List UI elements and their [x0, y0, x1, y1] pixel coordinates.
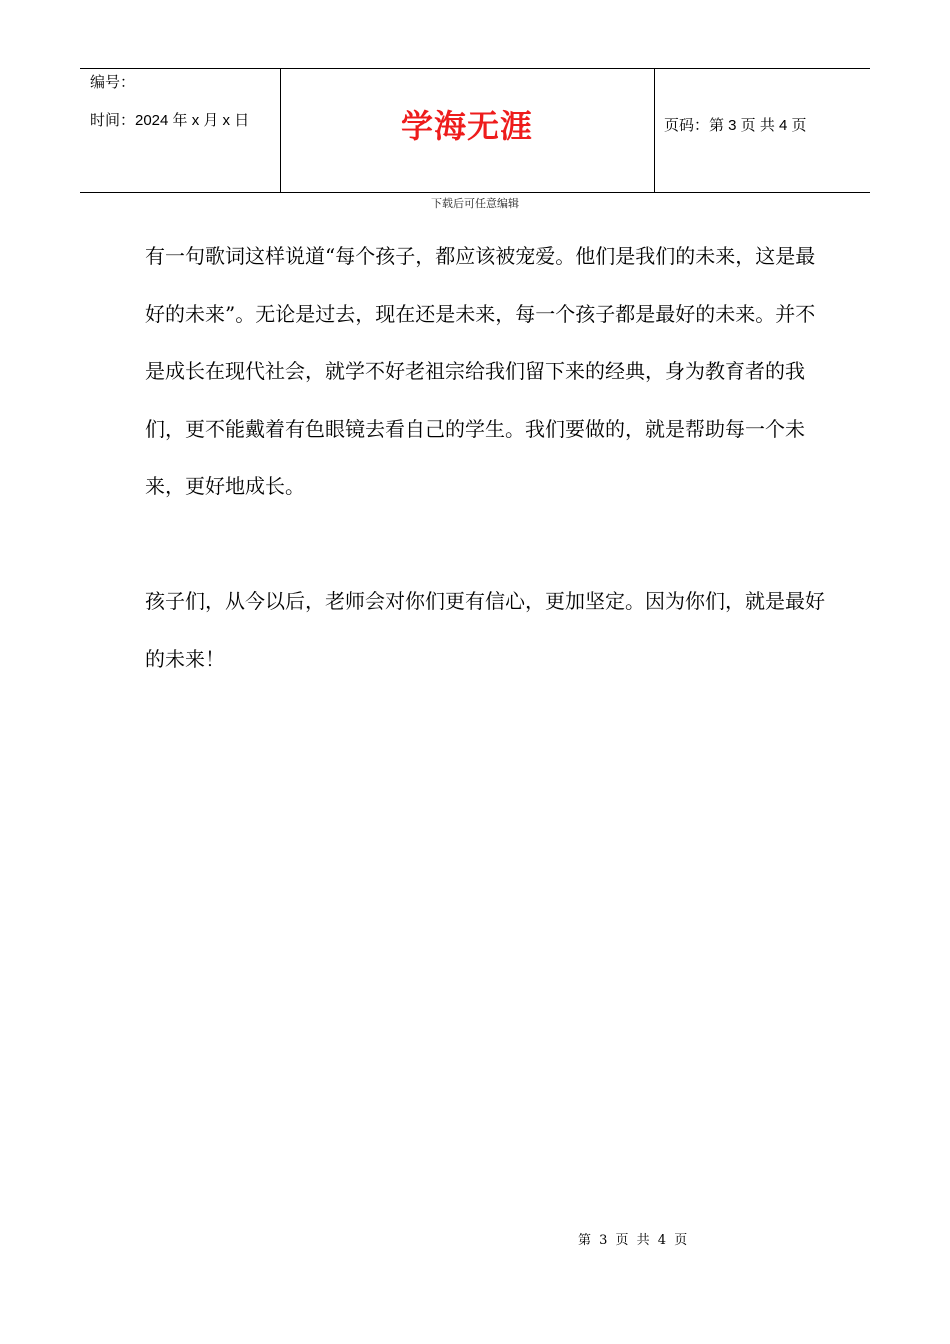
header-page-info: 页码：第 3 页 共 4 页 [664, 117, 807, 134]
header-title: 学海无涯 [400, 107, 533, 145]
editable-note: 下载后可任意编辑 [431, 197, 519, 210]
serial-number-label: 编号： [90, 74, 136, 91]
body-paragraph: 有一句歌词这样说道“每个孩子，都应该被宠爱。他们是我们的未来，这是最好的未来”。无论是过去，现在还是未来，每一个孩子都是最好的未来。并不是成长在现代社会，就学不好老祖宗给我们留下来的经典，身为教育者的我们，更不能戴着有色眼镜去看自己的学生。我们要做的，就是帮助每一个未来，更好地成长。 [145, 244, 816, 498]
body-paragraph: 孩子们，从今以后，老师会对你们更有信心，更加坚定。因为你们，就是最好的未来！ [145, 589, 825, 671]
page-footer: 第 3 页 共 4 页 [578, 1233, 688, 1248]
header-divider [654, 69, 655, 192]
date-line: 时间：2024 年 x 月 x 日 [90, 112, 250, 129]
document-header [80, 68, 870, 193]
